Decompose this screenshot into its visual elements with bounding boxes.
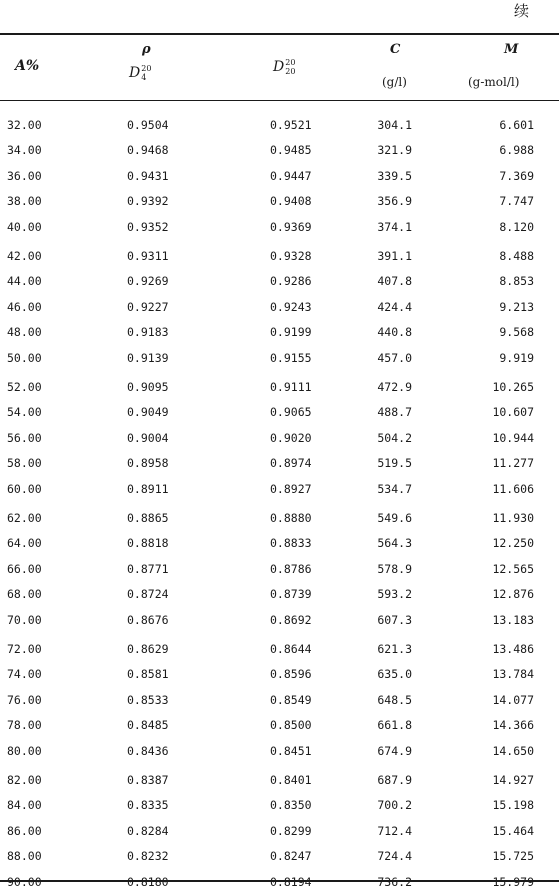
table-row <box>0 642 559 660</box>
cell-density-d20: 0.9521 <box>270 118 312 132</box>
table-row <box>0 562 559 580</box>
cell-molarity-m: 12.250 <box>492 536 534 551</box>
header-c: C <box>390 42 401 57</box>
table-row <box>0 587 559 605</box>
cell-density-d4: 0.8284 <box>127 823 169 838</box>
cell-concentration-c: 424.4 <box>377 299 412 314</box>
cell-a-percent: 88.00 <box>7 849 42 864</box>
cell-density-d4: 0.8387 <box>127 773 169 787</box>
cell-molarity-m: 9.919 <box>499 350 534 365</box>
table-row <box>0 456 559 474</box>
cell-a-percent: 84.00 <box>7 798 42 813</box>
cell-density-d4: 0.8436 <box>127 743 169 758</box>
cell-density-d20: 0.8596 <box>270 667 312 682</box>
cell-a-percent: 82.00 <box>7 773 42 787</box>
cell-density-d4: 0.8629 <box>127 642 169 656</box>
cell-a-percent: 46.00 <box>7 299 42 314</box>
header-m-unit: (g-mol/l) <box>468 75 520 89</box>
cell-a-percent: 64.00 <box>7 536 42 551</box>
cell-molarity-m: 13.183 <box>492 612 534 627</box>
cell-molarity-m: 10.944 <box>492 430 534 445</box>
cell-concentration-c: 621.3 <box>377 642 412 656</box>
cell-molarity-m: 9.213 <box>499 299 534 314</box>
cell-a-percent: 52.00 <box>7 380 42 394</box>
table-row <box>0 194 559 212</box>
cell-concentration-c: 648.5 <box>377 692 412 707</box>
table-row <box>0 718 559 736</box>
table-row <box>0 143 559 161</box>
cell-molarity-m: 14.650 <box>492 743 534 758</box>
cell-concentration-c: 700.2 <box>377 798 412 813</box>
cell-density-d20: 0.8927 <box>270 481 312 496</box>
cell-molarity-m: 15.464 <box>492 823 534 838</box>
cell-concentration-c: 607.3 <box>377 612 412 627</box>
cell-a-percent: 50.00 <box>7 350 42 365</box>
cell-density-d20: 0.8500 <box>270 718 312 733</box>
cell-density-d4: 0.8911 <box>127 481 169 496</box>
cell-concentration-c: 519.5 <box>377 456 412 471</box>
cell-concentration-c: 674.9 <box>377 743 412 758</box>
header-rho: ρ <box>142 42 151 57</box>
cell-concentration-c: 339.5 <box>377 168 412 183</box>
table-row <box>0 613 559 631</box>
cell-density-d20: 0.9447 <box>270 168 312 183</box>
cell-concentration-c: 635.0 <box>377 667 412 682</box>
cell-molarity-m: 12.565 <box>492 561 534 576</box>
cell-molarity-m: 8.488 <box>499 249 534 263</box>
cell-density-d4: 0.9269 <box>127 274 169 289</box>
cell-density-d20: 0.9020 <box>270 430 312 445</box>
cell-concentration-c: 356.9 <box>377 194 412 209</box>
cell-molarity-m: 11.277 <box>492 456 534 471</box>
cell-concentration-c: 534.7 <box>377 481 412 496</box>
cell-density-d20: 0.9369 <box>270 219 312 234</box>
cell-a-percent: 44.00 <box>7 274 42 289</box>
cell-density-d4: 0.9183 <box>127 325 169 340</box>
cell-density-d20: 0.9243 <box>270 299 312 314</box>
cell-concentration-c: 407.8 <box>377 274 412 289</box>
cell-a-percent: 54.00 <box>7 405 42 420</box>
header-d4-sub: 4 <box>141 72 147 82</box>
table-row <box>0 249 559 267</box>
cell-molarity-m: 12.876 <box>492 587 534 602</box>
cell-concentration-c: 488.7 <box>377 405 412 420</box>
cell-concentration-c: 472.9 <box>377 380 412 394</box>
cell-concentration-c: 724.4 <box>377 849 412 864</box>
table-row <box>0 693 559 711</box>
cell-density-d20: 0.8350 <box>270 798 312 813</box>
cell-density-d4: 0.8771 <box>127 561 169 576</box>
cell-density-d20: 0.8974 <box>270 456 312 471</box>
cell-a-percent: 66.00 <box>7 561 42 576</box>
cell-molarity-m: 13.784 <box>492 667 534 682</box>
cell-molarity-m: 7.747 <box>499 194 534 209</box>
cell-density-d20: 0.8401 <box>270 773 312 787</box>
table-row <box>0 300 559 318</box>
cell-density-d4: 0.9095 <box>127 380 169 394</box>
table-row <box>0 798 559 816</box>
cell-density-d4: 0.9392 <box>127 194 169 209</box>
cell-density-d4: 0.9049 <box>127 405 169 420</box>
cell-molarity-m: 15.198 <box>492 798 534 813</box>
table-row <box>0 325 559 343</box>
table-row <box>0 511 559 529</box>
cell-a-percent: 86.00 <box>7 823 42 838</box>
cell-a-percent: 40.00 <box>7 219 42 234</box>
header-m: M <box>504 42 519 57</box>
cell-concentration-c: 391.1 <box>377 249 412 263</box>
cell-density-d20: 0.9328 <box>270 249 312 263</box>
cell-a-percent: 72.00 <box>7 642 42 656</box>
table-row <box>0 849 559 867</box>
cell-concentration-c: 687.9 <box>377 773 412 787</box>
cell-molarity-m: 11.606 <box>492 481 534 496</box>
table-row <box>0 274 559 292</box>
table-row <box>0 875 559 893</box>
header-d20-sub: 20 <box>285 66 296 76</box>
cell-density-d20: 0.8786 <box>270 561 312 576</box>
cell-density-d20: 0.8833 <box>270 536 312 551</box>
cell-molarity-m: 6.988 <box>499 143 534 158</box>
table-row <box>0 824 559 842</box>
cell-a-percent: 58.00 <box>7 456 42 471</box>
cell-concentration-c: 564.3 <box>377 536 412 551</box>
cell-density-d20: 0.9155 <box>270 350 312 365</box>
cell-density-d4: 0.8958 <box>127 456 169 471</box>
cell-molarity-m: 8.120 <box>499 219 534 234</box>
cell-density-d4: 0.9504 <box>127 118 169 132</box>
cell-density-d4: 0.8818 <box>127 536 169 551</box>
cell-density-d20: 0.8549 <box>270 692 312 707</box>
cell-molarity-m: 10.607 <box>492 405 534 420</box>
cell-concentration-c: 440.8 <box>377 325 412 340</box>
cell-density-d20: 0.8739 <box>270 587 312 602</box>
cell-a-percent: 62.00 <box>7 511 42 525</box>
header-c-unit: (g/l) <box>382 75 407 89</box>
table-bottom-rule <box>0 880 559 882</box>
table-row <box>0 118 559 136</box>
cell-molarity-m: 14.366 <box>492 718 534 733</box>
cell-density-d4: 0.9227 <box>127 299 169 314</box>
cell-density-d4: 0.9352 <box>127 219 169 234</box>
cell-density-d4: 0.8676 <box>127 612 169 627</box>
cell-density-d4: 0.9431 <box>127 168 169 183</box>
header-d20-sup: 20 <box>285 57 296 67</box>
cell-a-percent: 68.00 <box>7 587 42 602</box>
cell-density-d20: 0.9199 <box>270 325 312 340</box>
table-row <box>0 667 559 685</box>
table-row <box>0 351 559 369</box>
cell-a-percent: 78.00 <box>7 718 42 733</box>
cell-a-percent: 38.00 <box>7 194 42 209</box>
cell-density-d20: 0.9065 <box>270 405 312 420</box>
cell-density-d4: 0.8232 <box>127 849 169 864</box>
header-d20: D20 20 <box>273 57 296 76</box>
cell-density-d4: 0.8335 <box>127 798 169 813</box>
cell-density-d20: 0.8880 <box>270 511 312 525</box>
cell-concentration-c: 321.9 <box>377 143 412 158</box>
cell-density-d20: 0.8451 <box>270 743 312 758</box>
cell-density-d20: 0.8692 <box>270 612 312 627</box>
cell-density-d20: 0.9485 <box>270 143 312 158</box>
cell-molarity-m: 7.369 <box>499 168 534 183</box>
cell-density-d20: 0.9111 <box>270 380 312 394</box>
continued-label: 续 <box>513 2 529 20</box>
cell-density-d20: 0.8247 <box>270 849 312 864</box>
cell-density-d4: 0.9311 <box>127 249 169 263</box>
cell-density-d4: 0.8533 <box>127 692 169 707</box>
cell-molarity-m: 9.568 <box>499 325 534 340</box>
table-row <box>0 773 559 791</box>
cell-density-d4: 0.8485 <box>127 718 169 733</box>
cell-molarity-m: 10.265 <box>492 380 534 394</box>
cell-a-percent: 32.00 <box>7 118 42 132</box>
cell-density-d20: 0.9286 <box>270 274 312 289</box>
table-row <box>0 169 559 187</box>
table-row <box>0 380 559 398</box>
cell-density-d20: 0.8644 <box>270 642 312 656</box>
cell-concentration-c: 374.1 <box>377 219 412 234</box>
table-row <box>0 482 559 500</box>
cell-density-d4: 0.9139 <box>127 350 169 365</box>
cell-concentration-c: 661.8 <box>377 718 412 733</box>
cell-molarity-m: 8.853 <box>499 274 534 289</box>
cell-density-d4: 0.8581 <box>127 667 169 682</box>
cell-a-percent: 76.00 <box>7 692 42 707</box>
cell-concentration-c: 304.1 <box>377 118 412 132</box>
table-row <box>0 405 559 423</box>
table-row <box>0 220 559 238</box>
cell-density-d4: 0.8724 <box>127 587 169 602</box>
table-row <box>0 536 559 554</box>
header-d4-sup: 20 <box>141 63 152 73</box>
cell-a-percent: 56.00 <box>7 430 42 445</box>
cell-a-percent: 60.00 <box>7 481 42 496</box>
cell-a-percent: 36.00 <box>7 168 42 183</box>
cell-molarity-m: 6.601 <box>499 118 534 132</box>
cell-concentration-c: 578.9 <box>377 561 412 576</box>
table-row <box>0 744 559 762</box>
cell-molarity-m: 14.077 <box>492 692 534 707</box>
cell-molarity-m: 14.927 <box>492 773 534 787</box>
cell-density-d4: 0.9468 <box>127 143 169 158</box>
cell-a-percent: 74.00 <box>7 667 42 682</box>
cell-concentration-c: 457.0 <box>377 350 412 365</box>
cell-concentration-c: 504.2 <box>377 430 412 445</box>
cell-molarity-m: 15.725 <box>492 849 534 864</box>
cell-concentration-c: 593.2 <box>377 587 412 602</box>
header-a-percent: A% <box>15 58 40 74</box>
cell-a-percent: 42.00 <box>7 249 42 263</box>
cell-concentration-c: 549.6 <box>377 511 412 525</box>
cell-concentration-c: 712.4 <box>377 823 412 838</box>
cell-a-percent: 34.00 <box>7 143 42 158</box>
cell-molarity-m: 11.930 <box>492 511 534 525</box>
cell-density-d4: 0.8865 <box>127 511 169 525</box>
cell-density-d20: 0.9408 <box>270 194 312 209</box>
cell-density-d20: 0.8299 <box>270 823 312 838</box>
cell-a-percent: 70.00 <box>7 612 42 627</box>
cell-molarity-m: 13.486 <box>492 642 534 656</box>
cell-a-percent: 48.00 <box>7 325 42 340</box>
header-d4: D20 4 <box>129 63 152 82</box>
cell-density-d4: 0.9004 <box>127 430 169 445</box>
table-row <box>0 431 559 449</box>
cell-a-percent: 80.00 <box>7 743 42 758</box>
